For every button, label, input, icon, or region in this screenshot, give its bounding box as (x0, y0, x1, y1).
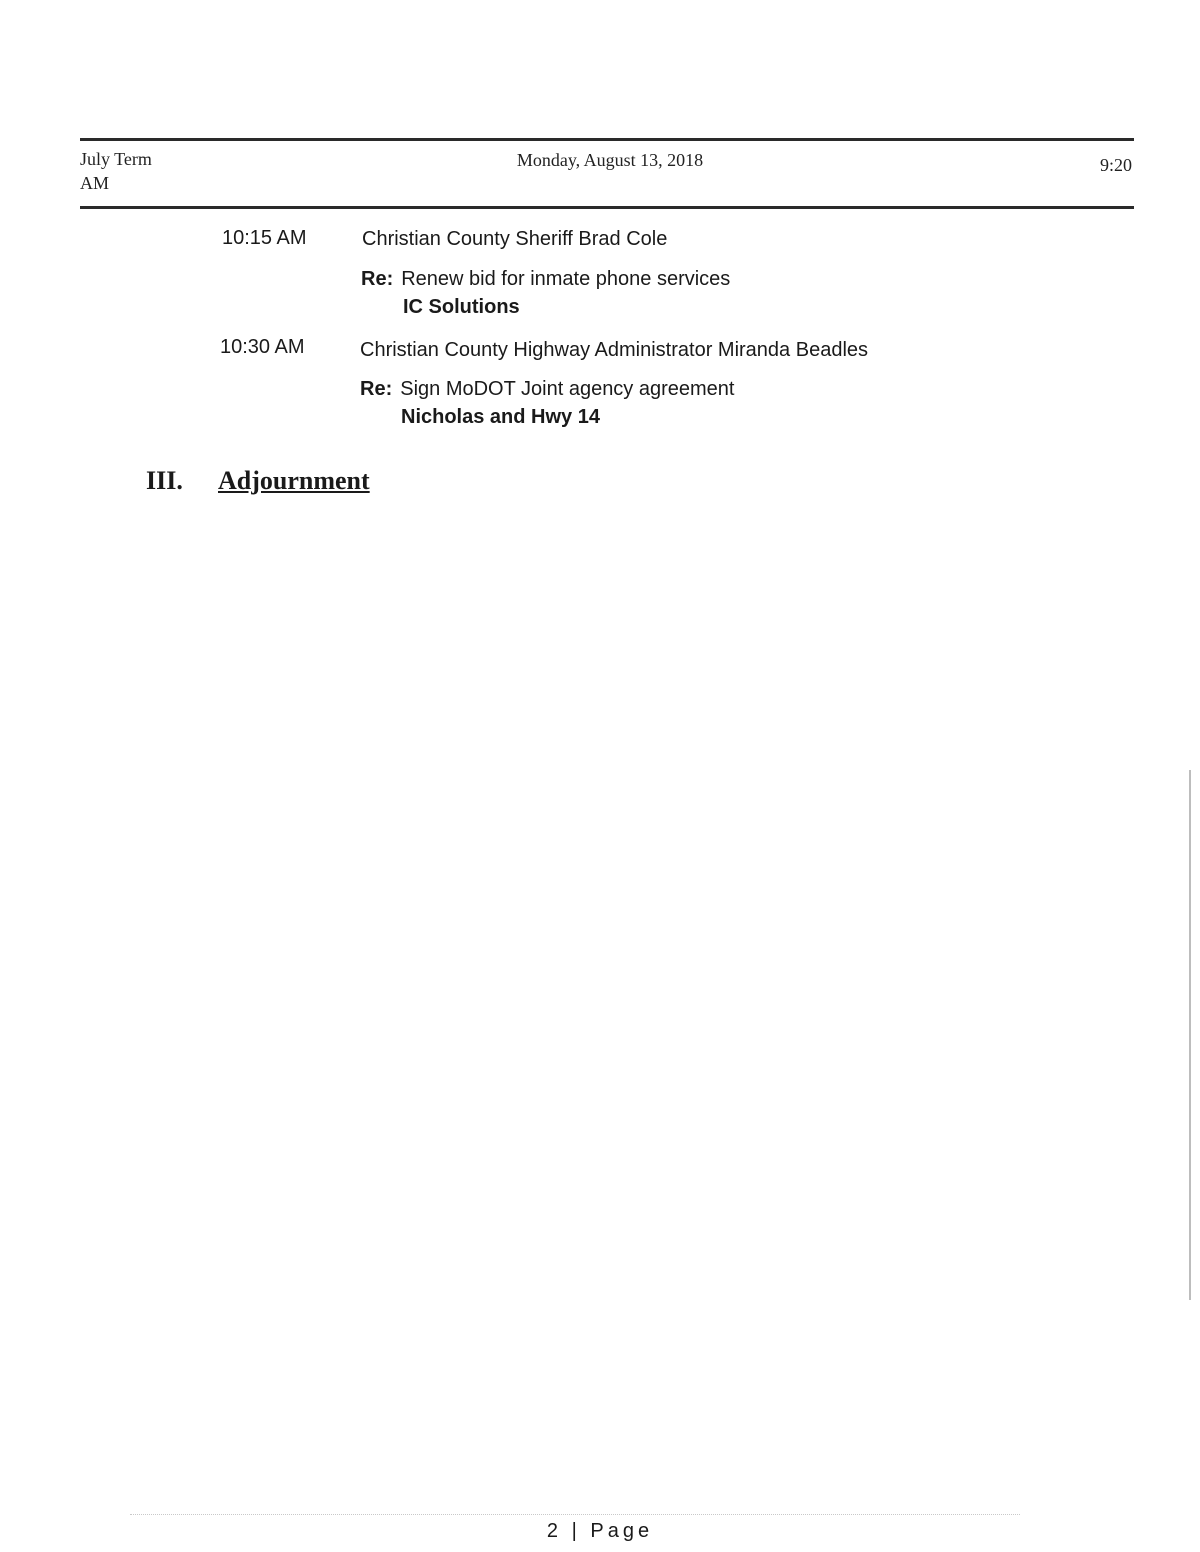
re-text: Renew bid for inmate phone services (401, 268, 731, 290)
footer-dotted-line (130, 1514, 1020, 1515)
header-term (80, 147, 220, 195)
section-title: Adjournment (218, 466, 370, 495)
section-number: III. (146, 466, 183, 495)
agenda-item-time: 10:15 AM (222, 227, 307, 249)
header-term-line2: AM (80, 173, 110, 193)
agenda-item-re (360, 378, 734, 401)
agenda-item-detail: Nicholas and Hwy 14 (401, 406, 600, 428)
re-label: Re: (361, 268, 394, 290)
agenda-item-presenter: Christian County Sheriff Brad Cole (362, 228, 668, 250)
agenda-item-detail: IC Solutions (403, 296, 520, 318)
header-date: Monday, August 13, 2018 (516, 150, 704, 170)
header-top-rule (80, 138, 1134, 141)
re-label: Re: (360, 378, 393, 400)
agenda-item-re (361, 268, 730, 291)
header-time: 9:20 (1099, 155, 1132, 175)
agenda-item-presenter: Christian County Highway Administrator Miranda Beadles (360, 339, 869, 361)
agenda-item-time: 10:30 AM (220, 336, 305, 358)
page-number: 2 | Page (546, 1520, 654, 1542)
header-bottom-rule (80, 206, 1134, 209)
re-text: Sign MoDOT Joint agency agreement (400, 378, 735, 400)
header-term-line1: July Term (80, 149, 152, 169)
scan-edge-mark (1189, 770, 1191, 1300)
